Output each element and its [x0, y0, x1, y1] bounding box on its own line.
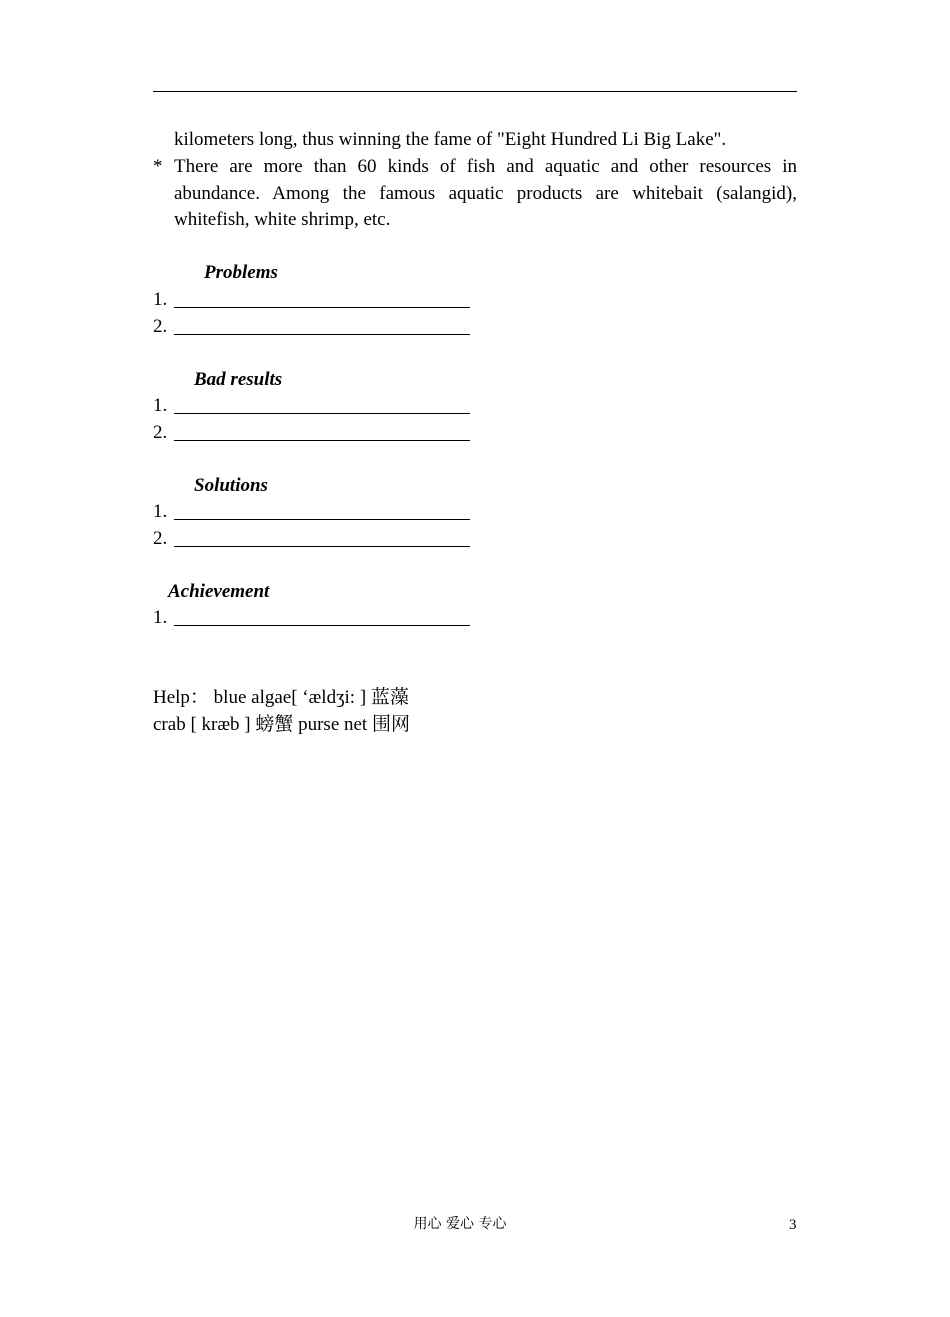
bad-results-heading: Bad results — [194, 369, 283, 390]
problems-heading: Problems — [204, 262, 278, 283]
solutions-answer-1[interactable] — [153, 499, 470, 526]
help-line-2: crab [ kræb ] 螃蟹 purse net 围网 — [153, 714, 410, 735]
bullet-asterisk: * — [153, 156, 163, 177]
achievement-answer-1[interactable] — [153, 605, 470, 632]
problems-answer-2[interactable] — [153, 314, 470, 341]
solutions-answer-2[interactable] — [153, 526, 470, 553]
solutions-heading: Solutions — [194, 475, 268, 496]
item-number: 1. — [153, 395, 168, 416]
answer-blank[interactable] — [174, 528, 470, 547]
page-number: 3 — [789, 1217, 797, 1233]
footer-motto: 用心 爱心 专心 — [413, 1216, 507, 1232]
item-number: 2. — [153, 422, 168, 443]
item-number: 2. — [153, 528, 168, 549]
answer-blank[interactable] — [174, 607, 470, 626]
bad-results-answer-1[interactable] — [153, 393, 470, 420]
achievement-heading: Achievement — [168, 581, 270, 602]
help-line-1: Help： blue algae[ ‘ældʒi: ] 蓝藻 — [153, 687, 409, 708]
answer-blank[interactable] — [174, 501, 470, 520]
bad-results-answer-2[interactable] — [153, 420, 470, 447]
item-number: 1. — [153, 289, 168, 310]
header-rule — [153, 91, 797, 92]
continuation-paragraph: kilometers long, thus winning the fame of "Eight Hundred Li Big Lake". — [174, 129, 727, 150]
answer-blank[interactable] — [174, 289, 470, 308]
item-number: 1. — [153, 607, 168, 628]
answer-blank[interactable] — [174, 316, 470, 335]
resources-paragraph: There are more than 60 kinds of fish and aquatic and other resources in abundance. Among the famous aquatic products are whitebait (salangid), whitefish, white shrimp, etc. — [174, 156, 797, 230]
answer-blank[interactable] — [174, 395, 470, 414]
answer-blank[interactable] — [174, 422, 470, 441]
problems-answer-1[interactable] — [153, 287, 470, 314]
item-number: 2. — [153, 316, 168, 337]
item-number: 1. — [153, 501, 168, 522]
